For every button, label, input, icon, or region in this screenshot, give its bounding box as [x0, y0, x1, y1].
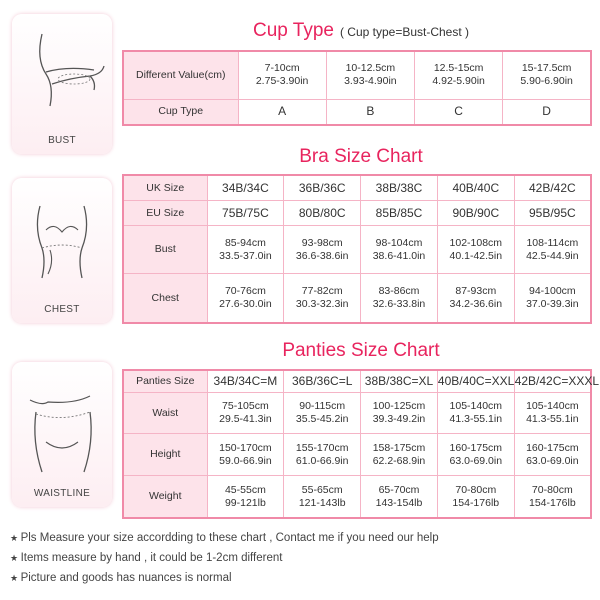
cell-line: 75-105cm [222, 400, 269, 413]
cell-line: 95B/95C [528, 205, 576, 220]
cell-line: 36B/36C [298, 180, 346, 195]
row-label: Bust [123, 226, 207, 274]
table-cell [437, 476, 514, 518]
waistline-illustration-panel [12, 362, 112, 507]
cell-line: 5.90-6.90in [520, 75, 573, 88]
cell-line: 85-94cm [224, 236, 266, 249]
cell-line: 42B/42C=XXXL [514, 373, 600, 388]
notes-list [10, 528, 439, 588]
cell-line: 40B/40C [452, 180, 500, 195]
chest-illustration-panel [12, 178, 112, 323]
table-cell [361, 175, 438, 201]
table-cell [361, 476, 438, 518]
cell-line: 160-175cm [449, 441, 503, 454]
waistline-label: WAISTLINE [33, 488, 91, 499]
cell-line: 38.6-41.0in [372, 249, 426, 262]
table-cell [514, 201, 591, 226]
cup-type-table [122, 50, 592, 126]
table-cell [437, 226, 514, 274]
cell-line: 80B/80C [298, 205, 346, 220]
note-item: ★ Items measure by hand , it could be 1-2cm different [10, 548, 439, 568]
table-row [123, 274, 591, 323]
table-cell [284, 274, 361, 323]
cell-line: 39.3-49.2in [372, 413, 426, 426]
chest-label: CHEST [44, 304, 80, 315]
cell-line: 87-93cm [455, 285, 497, 298]
table-row [123, 392, 591, 434]
cell-line: 154-176lb [452, 496, 500, 509]
cell-line: 32.6-33.8in [372, 298, 426, 311]
cell-line: 61.0-66.9in [295, 454, 349, 467]
cell-line: 30.3-32.3in [295, 298, 349, 311]
cell-line: 98-104cm [375, 236, 423, 249]
table-cell [361, 370, 438, 392]
cup-type-heading [122, 20, 600, 42]
cell-line: 70-80cm [531, 483, 573, 496]
table-cell [437, 392, 514, 434]
cell-line: 2.75-3.90in [255, 75, 309, 88]
table-row [123, 99, 591, 125]
cell-line: 34B/34C=M [213, 373, 278, 388]
cell-line: D [542, 104, 551, 119]
cell-line: 10-12.5cm [345, 62, 396, 75]
cell-line: 4.92-5.90in [432, 75, 485, 88]
table-cell [514, 274, 591, 323]
cell-line: 63.0-69.0in [526, 454, 579, 467]
cell-line: 85B/85C [375, 205, 423, 220]
chest-figure-icon [12, 178, 112, 323]
cell-line: 155-170cm [295, 441, 349, 454]
row-label: Waist [123, 392, 207, 434]
row-label: Height [123, 434, 207, 476]
cell-line: 108-114cm [526, 236, 579, 249]
cell-line: 65-70cm [378, 483, 420, 496]
table-cell [514, 392, 591, 434]
table-cell [284, 175, 361, 201]
table-cell [514, 226, 591, 274]
cell-line: 70-76cm [224, 285, 266, 298]
cell-line: 83-86cm [378, 285, 420, 298]
table-cell [503, 51, 591, 99]
table-cell [238, 99, 326, 125]
table-row [123, 434, 591, 476]
note-item: ★ Pls Measure your size accordding to these chart , Contact me if you need our help [10, 528, 439, 548]
cell-line: 35.5-45.2in [295, 413, 349, 426]
cell-line: 62.2-68.9in [372, 454, 426, 467]
table-cell [207, 476, 284, 518]
bra-size-table [122, 174, 592, 324]
table-cell [361, 392, 438, 434]
table-row [123, 175, 591, 201]
cell-line: 143-154lb [375, 496, 423, 509]
cell-line: 37.0-39.3in [526, 298, 579, 311]
note-item: ★ Picture and goods has nuances is normal [10, 568, 439, 588]
table-cell [437, 370, 514, 392]
cell-line: 34.2-36.6in [449, 298, 503, 311]
cell-line: 75B/75C [222, 205, 269, 220]
cell-line: 38B/38C [375, 180, 423, 195]
table-cell [503, 99, 591, 125]
table-cell [514, 175, 591, 201]
table-cell [326, 99, 414, 125]
table-cell [238, 51, 326, 99]
cell-line: 154-176lb [528, 496, 576, 509]
cell-line: 12.5-15cm [433, 62, 484, 75]
cell-line: 45-55cm [224, 483, 266, 496]
table-cell [284, 434, 361, 476]
cell-line: 158-175cm [372, 441, 426, 454]
cell-line: 102-108cm [449, 236, 503, 249]
table-cell [207, 392, 284, 434]
table-cell [415, 51, 503, 99]
bust-figure-icon [12, 14, 112, 154]
cell-line: 63.0-69.0in [449, 454, 503, 467]
table-cell [207, 370, 284, 392]
cell-line: 36.6-38.6in [295, 249, 349, 262]
table-cell [415, 99, 503, 125]
table-cell [207, 226, 284, 274]
table-cell [361, 434, 438, 476]
table-cell [437, 434, 514, 476]
table-row [123, 201, 591, 226]
row-label: Cup Type [123, 99, 238, 125]
cell-line: 160-175cm [526, 441, 579, 454]
cell-line: 70-80cm [455, 483, 497, 496]
table-row [123, 51, 591, 99]
table-cell [514, 434, 591, 476]
cell-line: 36B/36C=L [292, 373, 353, 388]
cell-line: 94-100cm [528, 285, 576, 298]
table-cell [514, 370, 600, 392]
cell-line: B [366, 104, 375, 119]
cell-line: 90-115cm [299, 400, 346, 413]
cell-line: 41.3-55.1in [449, 413, 503, 426]
row-label: Different Value(cm) [123, 51, 238, 99]
table-cell [326, 51, 414, 99]
table-cell [207, 274, 284, 323]
cell-line: 27.6-30.0in [219, 298, 272, 311]
table-row [123, 476, 591, 518]
table-cell [361, 226, 438, 274]
table-cell [284, 476, 361, 518]
cell-line: 34B/34C [222, 180, 269, 195]
cup-type-subtitle: ( Cup type=Bust-Chest ) [339, 25, 470, 39]
cell-line: 15-17.5cm [521, 62, 572, 75]
table-cell [437, 175, 514, 201]
cell-line: 77-82cm [301, 285, 343, 298]
table-cell [514, 476, 591, 518]
waist-figure-icon [12, 362, 112, 507]
cell-line: C [454, 104, 463, 119]
cell-line: 55-65cm [301, 483, 343, 496]
table-cell [207, 434, 284, 476]
cell-line: 105-140cm [449, 400, 503, 413]
table-cell [361, 201, 438, 226]
cell-line: 40.1-42.5in [449, 249, 503, 262]
cell-line: 100-125cm [372, 400, 426, 413]
table-cell [284, 370, 361, 392]
cell-line: 99-121lb [224, 496, 266, 509]
row-label: Chest [123, 274, 207, 323]
table-cell [437, 201, 514, 226]
table-row [123, 226, 591, 274]
cell-line: 93-98cm [301, 236, 343, 249]
panties-size-table [122, 369, 600, 519]
cup-type-title: Cup Type [252, 20, 334, 41]
table-cell [284, 392, 361, 434]
cell-line: 150-170cm [219, 441, 272, 454]
table-cell [207, 175, 284, 201]
cell-line: 41.3-55.1in [526, 413, 579, 426]
table-cell [437, 274, 514, 323]
cell-line: 40B/40C=XXL [437, 373, 515, 388]
cell-line: 7-10cm [264, 62, 300, 75]
cell-line: 42B/42C [528, 180, 576, 195]
cell-line: 121-143lb [298, 496, 346, 509]
table-cell [361, 274, 438, 323]
cell-line: 105-140cm [526, 400, 579, 413]
cell-line: 29.5-41.3in [219, 413, 272, 426]
table-row [123, 370, 591, 392]
panties-size-heading: Panties Size Chart [282, 340, 440, 361]
bust-illustration-panel [12, 14, 112, 154]
cell-line: 42.5-44.9in [526, 249, 579, 262]
cell-line: 33.5-37.0in [219, 249, 272, 262]
bust-label: BUST [48, 135, 76, 146]
table-cell [207, 201, 284, 226]
row-label: Weight [123, 476, 207, 518]
cell-line: 59.0-66.9in [219, 454, 272, 467]
row-label: Panties Size [123, 370, 207, 392]
bra-size-heading: Bra Size Chart [299, 146, 423, 167]
cell-line: 90B/90C [452, 205, 500, 220]
row-label: EU Size [123, 201, 207, 226]
table-cell [284, 201, 361, 226]
cell-line: 3.93-4.90in [344, 75, 397, 88]
cell-line: A [278, 104, 287, 119]
table-cell [284, 226, 361, 274]
cell-line: 38B/38C=XL [364, 373, 434, 388]
row-label: UK Size [123, 175, 207, 201]
